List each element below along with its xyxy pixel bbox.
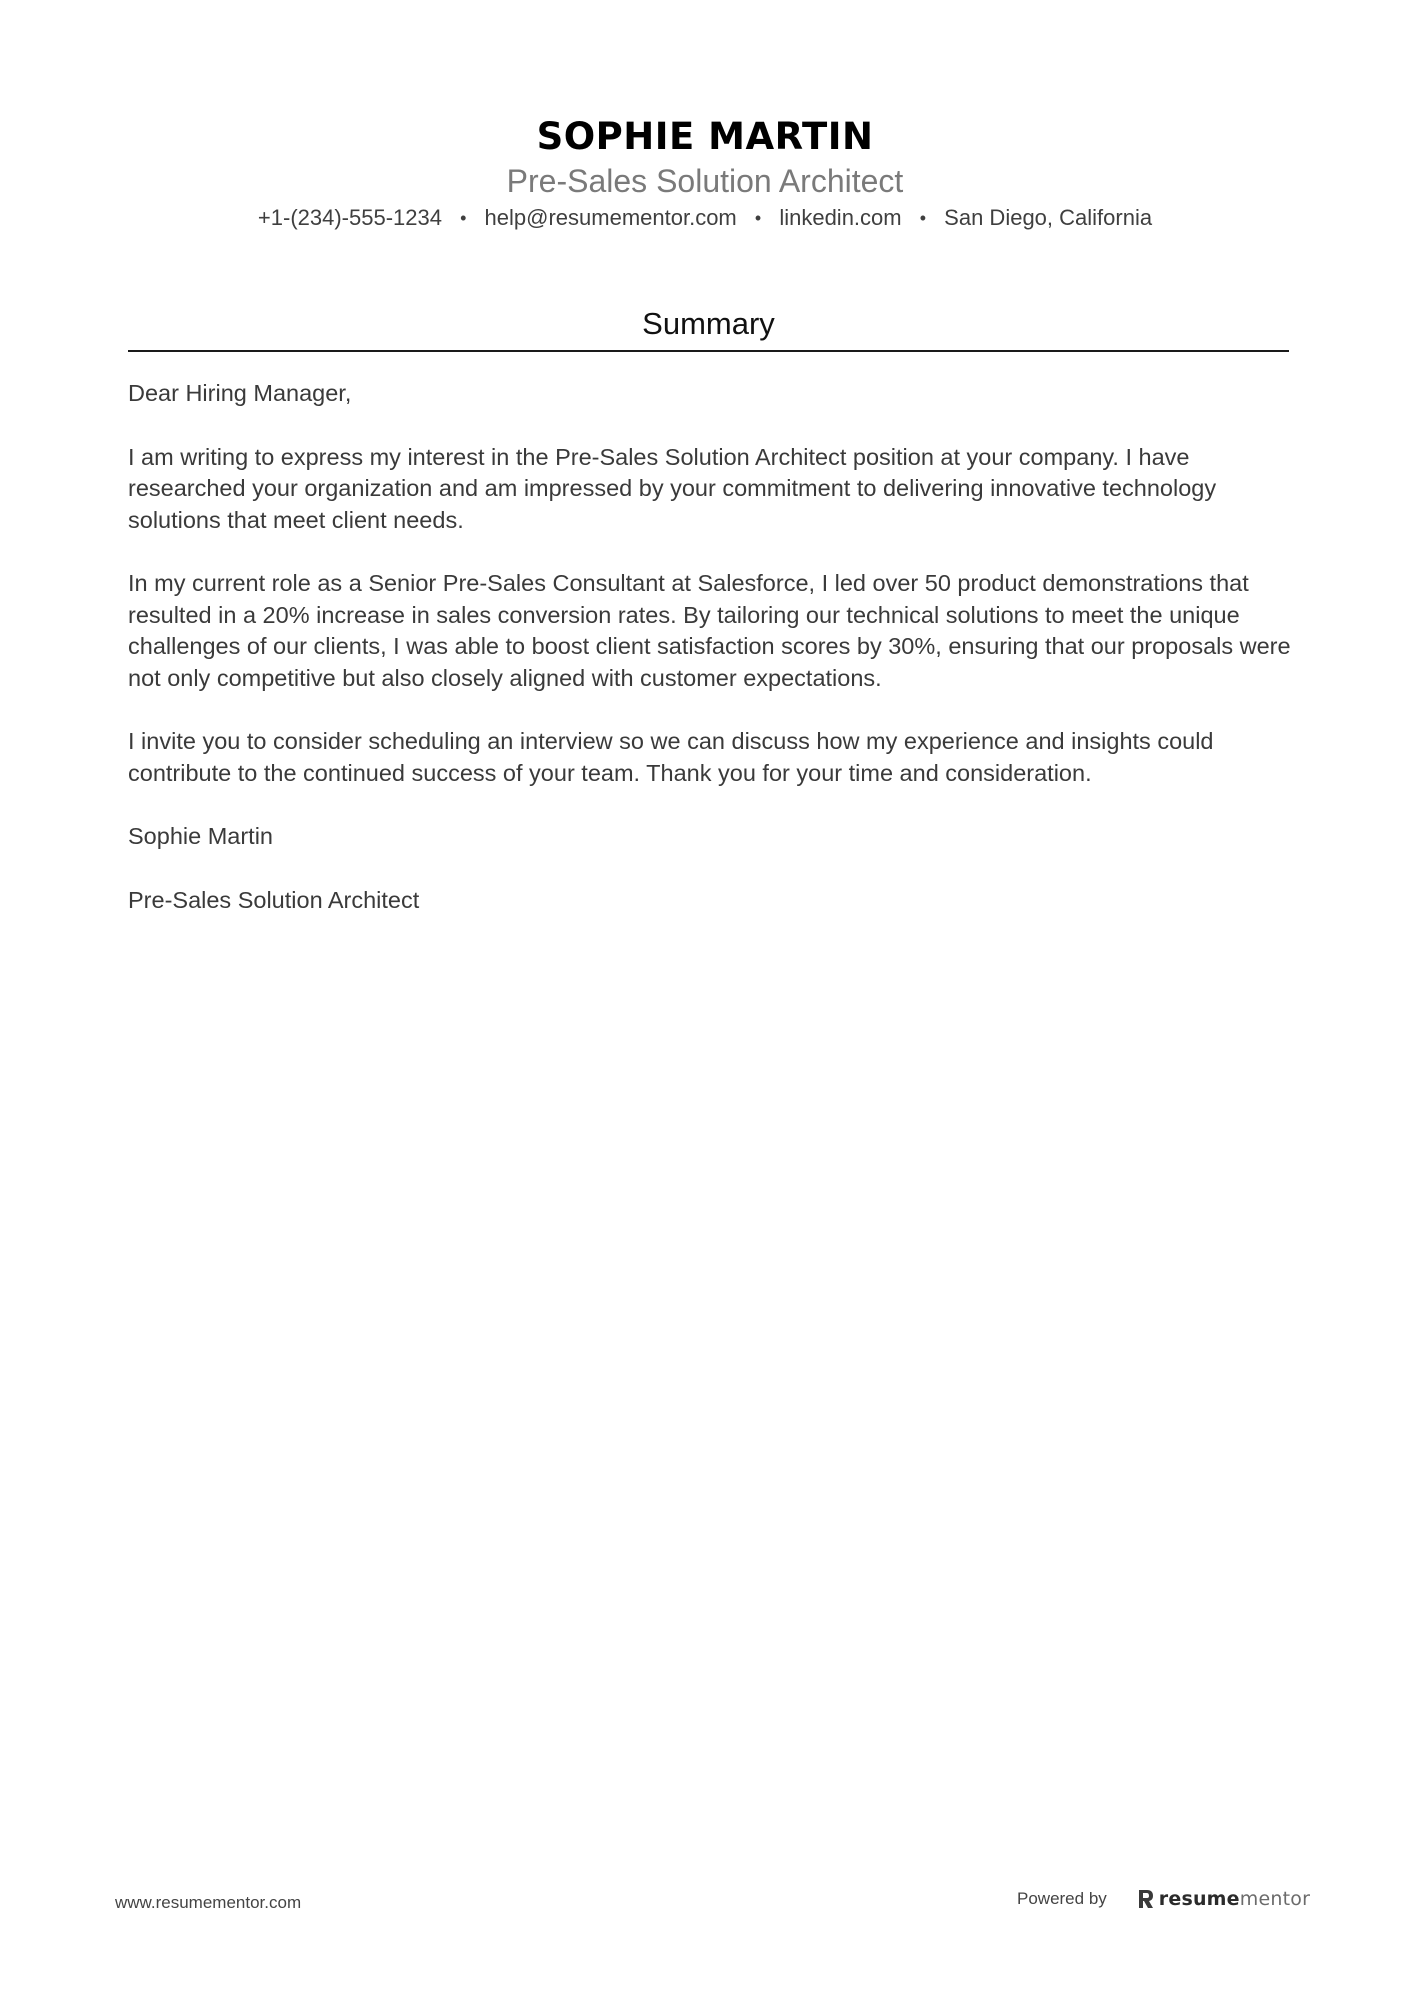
contact-location: San Diego, California bbox=[944, 205, 1153, 230]
logo-wordmark-light: mentor bbox=[1239, 1888, 1311, 1910]
letter-paragraph: I invite you to consider scheduling an interview so we can discuss how my experience and insights could contribute to the continued success of your team. Thank you for your time and consideration. bbox=[128, 728, 1214, 786]
letter-paragraph: I am writing to express my interest in the Pre-Sales Solution Architect position at your company. I have researched your organization and am impressed by your commitment to delivering innovative technology solutions that meet client needs. bbox=[128, 443, 1217, 533]
logo-wordmark-bold: resume bbox=[1158, 1888, 1240, 1910]
contact-separator: • bbox=[754, 208, 762, 228]
header bbox=[0, 112, 1410, 234]
contact-phone: +1-(234)-555-1234 bbox=[257, 205, 442, 230]
candidate-role: Pre-Sales Solution Architect bbox=[506, 163, 904, 199]
candidate-name: SOPHIE MARTIN bbox=[536, 115, 874, 158]
contact-separator: • bbox=[919, 208, 927, 228]
contact-email[interactable]: help@resumementor.com bbox=[484, 205, 737, 230]
contact-line bbox=[0, 202, 1410, 234]
signature-name: Sophie Martin bbox=[128, 823, 273, 849]
footer-branding bbox=[1017, 1888, 1310, 1910]
resumementor-logo-icon bbox=[1137, 1888, 1155, 1910]
signature-title: Pre-Sales Solution Architect bbox=[128, 886, 420, 913]
powered-by-label: Powered by bbox=[1017, 1889, 1107, 1908]
letter-body bbox=[128, 378, 1293, 948]
resumementor-logo[interactable] bbox=[1137, 1888, 1310, 1910]
contact-separator: • bbox=[460, 208, 467, 228]
footer-website[interactable]: www.resumementor.com bbox=[115, 1893, 302, 1912]
contact-linkedin[interactable]: linkedin.com bbox=[779, 205, 902, 230]
section-title-summary: Summary bbox=[642, 306, 775, 341]
section-divider bbox=[128, 350, 1289, 352]
letter-greeting: Dear Hiring Manager, bbox=[128, 380, 352, 406]
logo-wordmark bbox=[1159, 1888, 1310, 1910]
letter-paragraph: In my current role as a Senior Pre-Sales Consultant at Salesforce, I led over 50 product demonstrations that resulted in a 20% increase in sales conversion rates. By tailoring our technical solutions to meet the unique challenges of our clients, I was able to boost client satisfaction scores by 30%, ensuring that our proposals were not only competitive but also closely aligned with customer expectations. bbox=[128, 570, 1291, 691]
